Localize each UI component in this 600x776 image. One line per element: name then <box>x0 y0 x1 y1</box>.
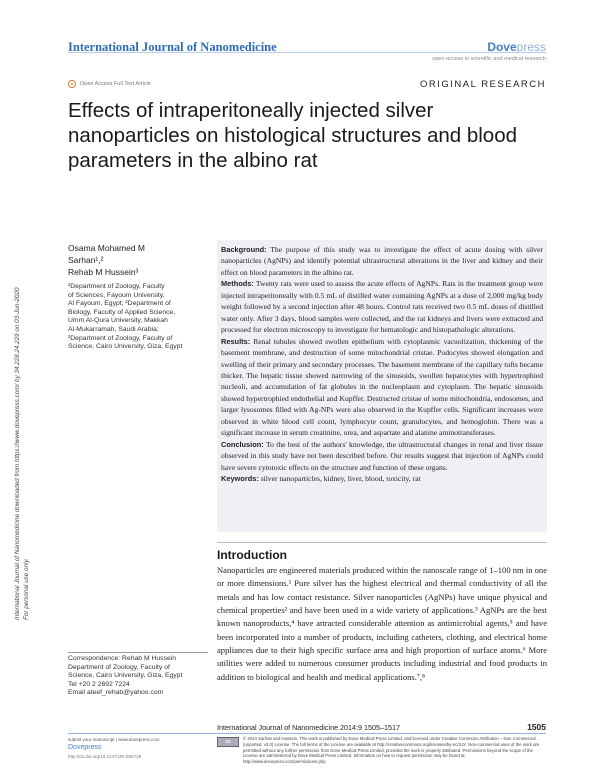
author-line: Osama Mohamed M <box>68 243 145 253</box>
introduction-paragraph: Nanoparticles are engineered materials produced within the nanoscale range of 1–100 nm in one or more dimensions.¹ Pure silver has the highest electrical and thermal conductivity of all the metals and has low contact resistance. Silver nanoparticles (AgNPs) have unique physical and chemical properties² and have been used in a wide variety of applications.³ AgNPs are the best known nanoproducts,⁴ have attracted considerable attention as antimicrobial agents,⁵ and have been incorporated into a number of products, including catheters, clothing, and electrical home appliances due to their high specific surface area and high proportion of surface atoms.⁶ More utilities were added to numerous consumer products including industrial and food products in addition to biological and health and medical applications.⁷,⁸ <box>217 565 547 682</box>
correspondence-email[interactable]: Email ateef_rehab@yahoo.com <box>68 689 164 697</box>
footer-rule <box>68 733 546 734</box>
correspondence-block <box>68 655 210 698</box>
publisher-tagline: open access to scientific and medical research <box>432 56 546 62</box>
article-type: ORIGINAL RESEARCH <box>420 79 546 90</box>
abstract-text: The purpose of this study was to investigate the effect of acute dosing with silver nanoparticles (AgNPs) and identify potential ultrastructural alterations in the liver and kidney and their effect on blood parameters in the albino rat. <box>221 245 543 277</box>
download-note <box>13 140 43 620</box>
abstract-text: Renal tubules showed swollen epithelium with cytoplasmic vacuolization, thickening of the basement membrane, and destruction of some mitochondrial cristae. Podocytes showed elongation and swelling of their primary and secondary processes. The basement membrane of the capillary tufts became thicker. The hepatic tissue showed narrowing of the sinusoids, swollen hepatocytes with hypertrophied nucleoli, and accumulation of fat globules in the nucleoplasm and cytoplasm. The hepatic sinusoids showed hypertrophied endothelial and Kupffer. Destructed cristae of some mitochondria, endosomes, and larger lysosomes filled with Ag-NPs were also observed in the Kupffer cells. Significant increases were observed in white blood cell count, lymphocyte count, granulocytes, and hemoglobin. There was a significant increase in serum creatinine, urea, and aspartate and alanine aminotransferases. <box>221 336 543 438</box>
download-note-line1: International Journal of Nanomedicine downloaded from https://www.dovepress.com/ by 34.228.24.229 on 03-Jun-2020 <box>14 287 21 620</box>
affiliation-line: of Sciences, Fayoum University, <box>68 291 165 299</box>
correspondence-line: Correspondence: Rehab M Hussein <box>68 655 177 662</box>
abstract-keywords <box>221 473 543 484</box>
abstract-conclusion <box>221 439 543 473</box>
affiliation-line: Science, Cairo University, Giza, Egypt <box>68 343 183 351</box>
doi-link[interactable]: http://dx.doi.org/10.2147/IJN.S56729 <box>68 754 142 759</box>
license-text: © 2014 Sarhan and Hussein. This work is published by Dove Medical Press Limited, and licensed under Creative Commons Attribution – Non Commercial (unported, v3.0) License. The full terms of the License are available at http://creativecommons.org/licenses/by-nc/3.0/. Non-commercial uses of the work are permitted without any further permission from Dove Medical Press Limited, provided the work is properly attributed. Permissions beyond the scope of the License are administered by Dove Medical Press Limited. Information on how to request permission may be found at: http://www.dovepress.com/permissions.php <box>243 736 540 765</box>
affiliation-line: ¹Department of Zoology, Faculty <box>68 283 165 290</box>
abstract-text: silver nanoparticles, kidney, liver, blood, toxicity, rat <box>258 474 421 484</box>
affiliations <box>68 283 210 352</box>
affiliation-line: Biology, Faculty of Applied Science, <box>68 308 176 316</box>
abstract-results <box>221 336 543 439</box>
article-title: Effects of intraperitoneally injected silver nanoparticles on histological structures and blood parameters in the albino rat <box>68 99 517 172</box>
abstract-text: Twenty rats were used to assess the acute effects of AgNPs. Rats in the treatment group were injected intraperitoneally with 0.5 mL of distilled water containing AgNPs at a dose of 2,000 mg/kg body weight followed by a second injection after 48 hours. Control rats received two 0.5 mL doses of distilled water only. After 3 days, blood samples were collected, and the rat kidneys and livers were extracted and processed for electron microscopy to investigate for hematologic and histopathologic alterations. <box>221 279 543 335</box>
abstract-text: To the best of the authors' knowledge, the ultrastructural changes in renal and liver tissue observed in this study have not been described before. Our results suggest that injection of AgNPs could have severe cytotoxic effects on the structure and function of these organs. <box>221 439 543 472</box>
submit-manuscript-link[interactable]: submit your manuscript | www.dovepress.com <box>68 737 160 742</box>
header-rule <box>68 52 546 53</box>
abstract-label: Background: <box>221 245 267 254</box>
affiliation-line: ³Department of Zoology, Faculty of <box>68 334 173 342</box>
affiliation-line: Al Fayoum, Egypt; ²Department of <box>68 300 171 308</box>
author-list <box>68 242 208 278</box>
affiliation-line: Umm Al-Qura University, Makkah <box>68 317 168 325</box>
correspondence-line: Tel +20 2 2692 7224 <box>68 680 130 688</box>
section-heading-introduction: Introduction <box>217 548 287 562</box>
correspondence-line: Science, Cairo University, Giza, Egypt <box>68 672 183 680</box>
abstract-methods <box>221 278 543 335</box>
publisher-logo-press: press <box>516 40 546 54</box>
section-rule <box>217 542 547 543</box>
abstract-label: Conclusion: <box>221 439 264 449</box>
author-line: Sarhan¹,² <box>68 255 104 265</box>
footer-publisher: Dovepress <box>68 744 102 751</box>
footer-citation: International Journal of Nanomedicine 2014:9 1505–1517 <box>217 723 401 732</box>
open-access-label: Open Access Full Text Article <box>80 81 151 87</box>
abstract-label: Methods: <box>221 279 254 289</box>
affiliation-line: Al-Mukarramah, Saudi Arabia; <box>68 325 159 333</box>
correspondence-line: Department of Zoology, Faculty of <box>68 663 170 671</box>
publisher-logo-dove: Dove <box>487 40 517 54</box>
correspondence-rule <box>68 652 208 653</box>
open-access-badge <box>68 80 151 88</box>
download-note-line2: For personal use only. <box>23 558 30 620</box>
author-line: Rehab M Hussein³ <box>68 267 139 277</box>
abstract-label: Results: <box>221 336 251 346</box>
open-access-icon <box>68 80 76 88</box>
abstract-label: Keywords: <box>221 474 259 484</box>
page-number: 1505 <box>527 722 546 732</box>
abstract-box <box>217 240 547 532</box>
journal-name: International Journal of Nanomedicine <box>68 40 277 54</box>
introduction-body <box>217 564 547 684</box>
creative-commons-icon: cc <box>217 737 239 747</box>
abstract-background <box>221 244 543 278</box>
